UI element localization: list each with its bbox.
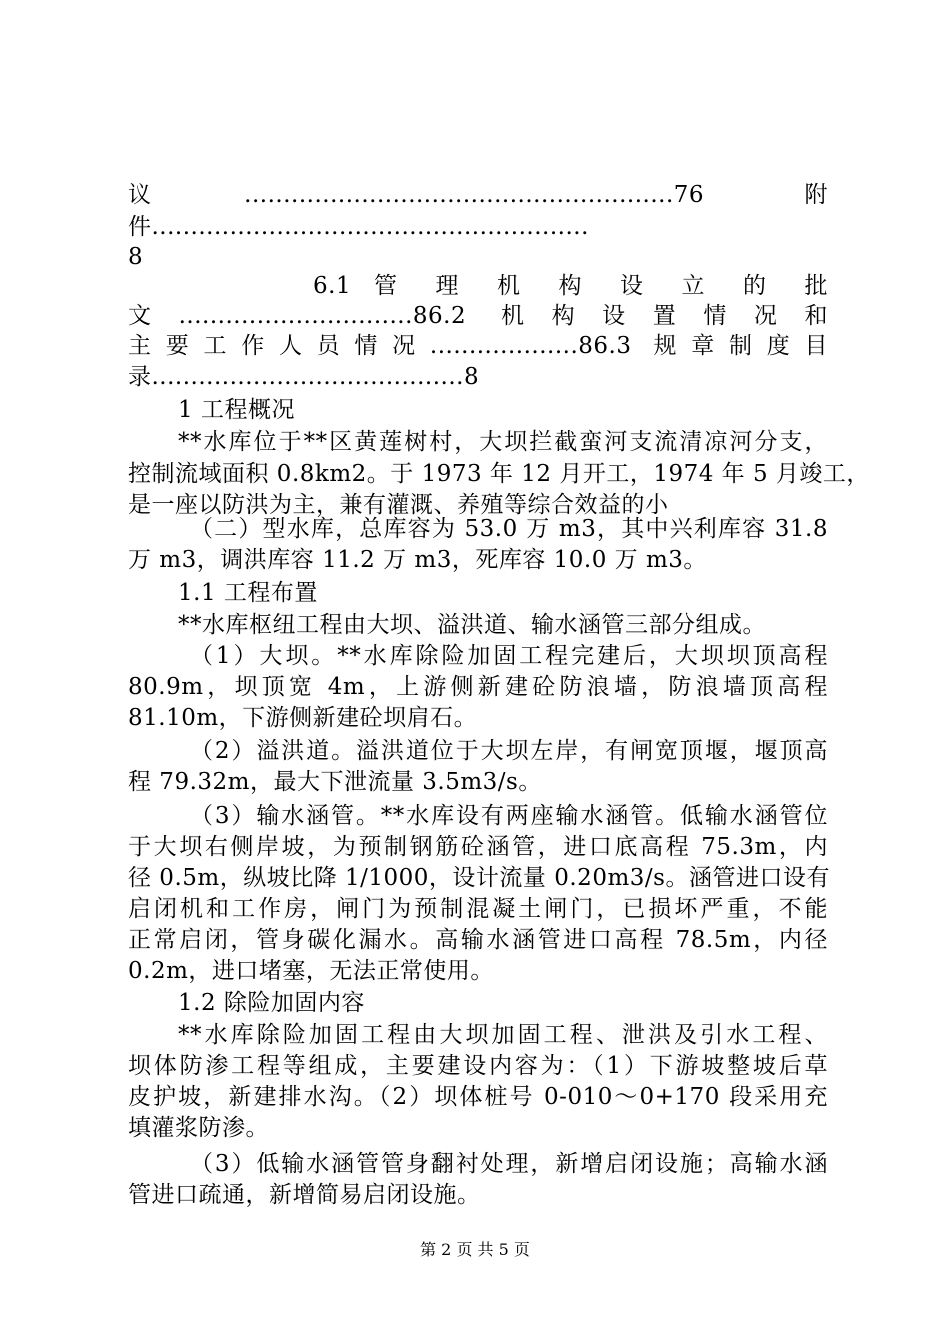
section-heading: 1.1 工程布置 (178, 580, 318, 606)
paragraph-line: 是一座以防洪为主，兼有灌溉、养殖等综合效益的小 (128, 492, 669, 518)
paragraph-line: （二）型水库，总库容为 53.0 万 m3，其中兴利库容 31.8 (190, 516, 828, 542)
paragraph-line: 万 m3，调洪库容 11.2 万 m3，死库容 10.0 万 m3。 (128, 547, 707, 573)
paragraph-line: （3）输水涵管。**水库设有两座输水涵管。低输水涵管位 (190, 803, 828, 829)
paragraph-line: 启闭机和工作房，闸门为预制混凝土闸门，已损坏严重，不能 (128, 896, 828, 922)
toc-line: 主要工作人员情况...................86.3 规章制度目 (128, 333, 828, 359)
paragraph-line: 填灌浆防渗。 (128, 1115, 269, 1141)
section-heading: 1 工程概况 (178, 397, 295, 423)
paragraph-line: **水库枢纽工程由大坝、溢洪道、输水涵管三部分组成。 (178, 612, 766, 638)
toc-line: 6.1 管 理 机 构 设 立 的 批 (313, 273, 828, 299)
paragraph-line: 程 79.32m，最大下泄流量 3.5m3/s。 (128, 769, 542, 795)
toc-line: 8 (128, 244, 144, 270)
paragraph-line: 控制流域面积 0.8km2。于 1973 年 12 月开工，1974 年 5 月竣工， (128, 461, 870, 487)
paragraph-line: **水库除险加固工程由大坝加固工程、泄洪及引水工程、 (178, 1022, 828, 1048)
paragraph-line: 80.9m，坝顶宽 4m，上游侧新建砼防浪墙，防浪墙顶高程 (128, 674, 828, 700)
paragraph-line: 径 0.5m，纵坡比降 1/1000，设计流量 0.20m3/s。涵管进口设有 (128, 865, 830, 891)
paragraph-line: （3）低输水涵管管身翻衬处理，新增启闭设施；高输水涵 (190, 1151, 828, 1177)
section-heading: 1.2 除险加固内容 (178, 990, 365, 1016)
toc-line: 议.......................................................76 附 (128, 182, 828, 208)
paragraph-line: 正常启闭，管身碳化漏水。高输水涵管进口高程 78.5m，内径 (128, 927, 828, 953)
paragraph-line: （2）溢洪道。溢洪道位于大坝左岸，有闸宽顶堰，堰顶高 (190, 738, 828, 764)
paragraph-line: 坝体防渗工程等组成，主要建设内容为：（1）下游坡整坡后草 (128, 1053, 828, 1079)
toc-line: 文..............................86.2 机构设置情况和 (128, 303, 828, 329)
paragraph-line: 0.2m，进口堵塞，无法正常使用。 (128, 958, 494, 984)
toc-line: 件........................................................ (128, 214, 589, 240)
paragraph-line: 皮护坡，新建排水沟。（2）坝体桩号 0-010～0+170 段采用充 (128, 1084, 828, 1110)
toc-line: 录........................................8 (128, 364, 480, 390)
paragraph-line: （1）大坝。**水库除险加固工程完建后，大坝坝顶高程 (190, 643, 828, 669)
page-number: 第 2 页 共 5 页 (420, 1240, 530, 1259)
paragraph-line: 81.10m，下游侧新建砼坝肩石。 (128, 705, 478, 731)
paragraph-line: **水库位于**区黄莲树村，大坝拦截蛮河支流清凉河分支， (178, 429, 828, 455)
paragraph-line: 于大坝右侧岸坡，为预制钢筋砼涵管，进口底高程 75.3m，内 (128, 834, 828, 860)
paragraph-line: 管进口疏通，新增简易启闭设施。 (128, 1182, 481, 1208)
